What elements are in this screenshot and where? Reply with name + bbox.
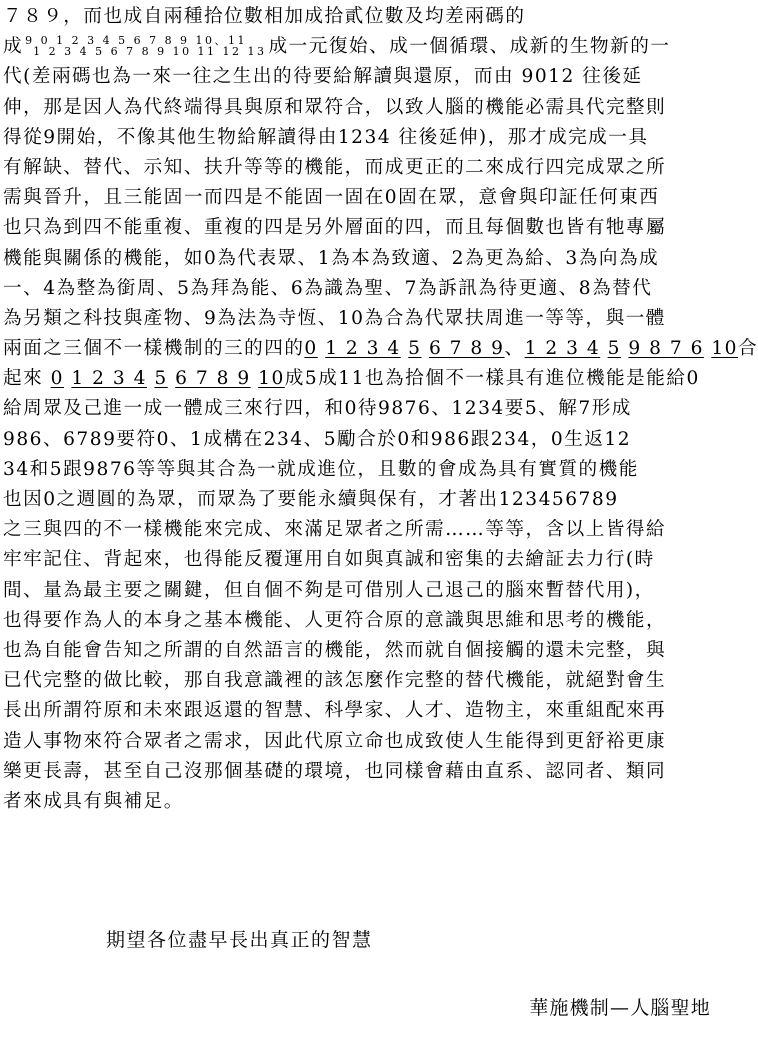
text-line <box>3 394 715 424</box>
text-line <box>3 334 758 364</box>
underlined-number-group: 5 <box>408 338 422 360</box>
text-run <box>600 338 607 359</box>
text-line <box>3 274 715 304</box>
text-run: 給周眾及己進一成一體成三來行四，和0待9876、1234要5、解7形成 <box>3 398 632 420</box>
text-run: 也只為到四不能重複、重複的四是另外層面的四，而且每個數也皆有牠專屬 <box>3 217 667 239</box>
text-run: 兩面之三個不一樣機制的三的四的 <box>3 338 305 360</box>
underlined-number-group: 9 8 7 6 <box>628 338 704 360</box>
text-line <box>3 666 715 696</box>
text-run: 牢牢記住、背起來，也得能反覆運用自如與真誠和密集的去繪証去力行(時 <box>3 549 655 571</box>
text-line <box>3 757 715 787</box>
text-run: 已代完整的做比較，那自我意識裡的該怎麼作完整的替代機能，就絕對會生 <box>3 670 667 692</box>
text-line <box>3 93 715 123</box>
stacked-number-sequence <box>25 35 266 57</box>
signature-line: 華施機制—人腦聖地 <box>529 997 711 1019</box>
text-run: 有解缺、替代、示知、扶升等等的機能，而成更正的二來成行四完成眾之所 <box>3 156 667 178</box>
underlined-number-group: 10 <box>711 338 739 360</box>
text-line <box>3 636 715 666</box>
underlined-number-group: 6 7 8 9 <box>175 368 251 390</box>
text-line <box>3 576 715 606</box>
text-run: 者來成具有與補足。 <box>3 790 184 812</box>
text-line <box>3 364 715 394</box>
text-run: 起來 <box>3 368 51 390</box>
text-run: 需與晉升，且三能固一而四是不能固一固在0固在眾，意會與印証任何東西 <box>3 187 660 209</box>
text-line <box>3 2 715 32</box>
text-run: 長出所謂符原和未來跟返還的智慧、科學家、人才、造物主，來重組配來再 <box>3 700 667 722</box>
text-run: 機能與關係的機能，如0為代表眾、1為本為致適、2為更為給、3為向為成 <box>3 247 660 269</box>
document-page <box>3 0 758 1053</box>
text-run: 之三與四的不一樣機能來完成、來滿足眾者之所需……等等，含以上皆得給 <box>3 519 667 541</box>
underlined-number-group: 1 2 3 4 <box>71 368 147 390</box>
underlined-number-group: 5 <box>154 368 168 390</box>
text-run: 34和5跟9876等等與其合為一就成進位，且數的會成為具有實質的機能 <box>3 458 639 480</box>
text-line <box>3 425 715 455</box>
text-line <box>3 727 715 757</box>
text-line <box>3 696 715 726</box>
underlined-number-group: 0 <box>304 338 318 360</box>
text-line <box>3 606 715 636</box>
text-run <box>168 368 175 389</box>
text-run: 也因0之週圓的為眾，而眾為了要能永續與保有，才著出123456789 <box>3 489 619 510</box>
text-run: 成一元復始、成一個循環、成新的生物新的一 <box>268 36 671 58</box>
sequence-bottom-row: 1 2 3 4 5 6 7 8 9 10 11 12 13 <box>33 45 267 59</box>
text-run: 間、量為最主要之關鍵，但自個不夠是可借別人己退己的腦來暫替代用)， <box>3 579 655 601</box>
underlined-number-group: 5 <box>607 338 621 360</box>
text-run: 樂更長壽，甚至自己沒那個基礎的環境，也同樣會藉由直系、認同者、類同 <box>3 760 667 782</box>
text-line <box>3 62 715 92</box>
sequence-top-row: 9 0 1 2 3 4 5 6 7 8 9 10、11 <box>25 34 248 48</box>
underlined-number-group: 1 2 3 4 <box>325 338 401 360</box>
text-line <box>3 515 715 545</box>
text-run <box>422 338 429 359</box>
text-line <box>3 485 715 515</box>
text-run: 也為自能會告知之所謂的自然語言的機能，然而就自個接觸的還未完整，與 <box>3 639 667 661</box>
text-run: 成 <box>3 36 24 58</box>
text-run: 為另類之科技與產物、9為法為寺恆、10為合為代眾扶周進一等等，與一體 <box>3 307 666 329</box>
body-text <box>3 2 758 817</box>
text-run: 也得要作為人的本身之基本機能、人更符合原的意識與思維和思考的機能， <box>3 609 667 631</box>
text-run: ７８９，而也成自兩種拾位數相加成拾貳位數及均差兩碼的 <box>3 6 526 27</box>
underlined-number-group: 6 7 8 9 <box>428 338 505 360</box>
text-line <box>3 545 715 575</box>
text-run: 合 <box>738 338 758 360</box>
text-line <box>3 455 715 485</box>
text-line <box>3 153 715 183</box>
underlined-number-group: 0 <box>50 368 64 390</box>
text-run <box>251 368 258 389</box>
text-run: 成5成11也為拾個不一樣具有進位機能是能給0 <box>284 368 700 390</box>
text-run: 一、4為整為銜周、5為拜為能、6為識為聖、7為訴訊為待更適、8為替代 <box>3 277 653 299</box>
text-run: 代(差兩碼也為一來一往之生出的待要給解讀與還原，而由 9012 往後延 <box>3 66 643 88</box>
text-run: 、 <box>504 338 525 360</box>
text-line <box>3 32 715 62</box>
text-line <box>3 183 715 213</box>
closing-line: 期望各位盡早長出真正的智慧 <box>106 929 373 951</box>
underlined-number-group: 1 2 3 4 <box>524 338 601 360</box>
text-run: 986、6789要符0、1成構在234、5勵合於0和986跟234，0生返12 <box>3 428 632 450</box>
text-line <box>3 123 715 153</box>
text-line <box>3 304 715 334</box>
text-line <box>3 244 715 274</box>
text-run: 造人事物來符合眾者之需求，因此代原立命也成致使人生能得到更舒裕更康 <box>3 730 667 752</box>
text-run: 得從9開始，不像其他生物給解讀得由1234 往後延伸)，那才成完成一具 <box>3 126 649 148</box>
text-line <box>3 213 715 243</box>
underlined-number-group: 10 <box>258 368 285 390</box>
text-line <box>3 787 715 817</box>
text-run: 伸，那是因人為代終端得具與原和眾符合，以致人腦的機能必需具代完整則 <box>3 96 667 118</box>
